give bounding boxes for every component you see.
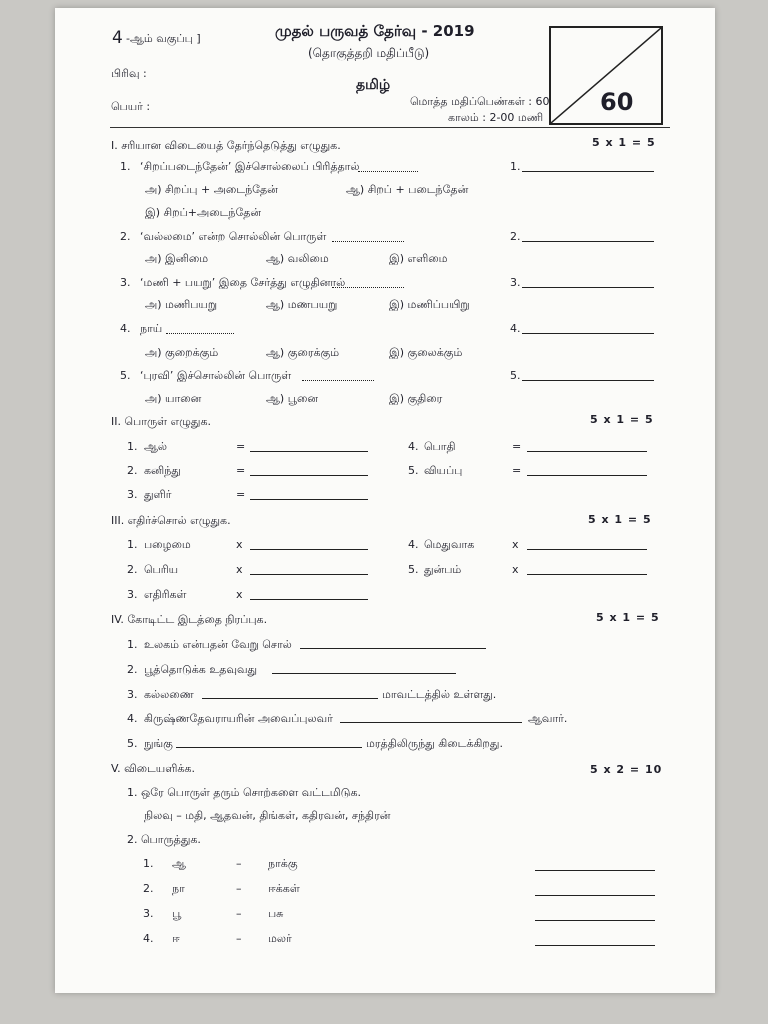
s3-q1-answer-line[interactable]: [250, 549, 368, 550]
s3-q2-number: 2.: [127, 563, 138, 576]
match-1-left: ஆ: [172, 857, 186, 870]
s2-q1-number: 1.: [127, 440, 138, 453]
s1-q5-option-c: இ) குதிரை: [389, 392, 443, 405]
s5-q1-text: 1. ஒரே பொருள் தரும் சொற்களை வட்டமிடுக.: [127, 786, 361, 799]
s3-q5-number: 5.: [408, 563, 419, 576]
subject-title: தமிழ்: [356, 77, 391, 93]
s1-q2-answer-line[interactable]: [522, 241, 654, 242]
s1-q4-ans-num: 4.: [510, 322, 521, 335]
s1-q3-ans-num: 3.: [510, 276, 521, 289]
s2-q5-number: 5.: [408, 464, 419, 477]
score-total: 60: [600, 88, 634, 116]
s1-q4-blank: [166, 333, 234, 334]
s4-q4-number: 4.: [127, 712, 138, 725]
s4-q5-answer-line[interactable]: [176, 747, 362, 748]
s1-q1-option-a: அ) சிறப்பு + அடைந்தேன்: [145, 183, 278, 196]
s4-q3-answer-line[interactable]: [202, 698, 378, 699]
s1-q3-number: 3.: [120, 276, 131, 289]
match-2-dash: –: [236, 882, 242, 895]
s4-q5-text: நுங்கு: [144, 737, 173, 750]
s1-q2-option-a: அ) இனிமை: [145, 252, 209, 265]
exam-subtitle: (தொகுத்தறி மதிப்பீடு): [308, 46, 430, 60]
s1-q2-option-b: ஆ) வலிமை: [266, 252, 329, 265]
s4-q2-text: பூத்தொடுக்க உதவுவது: [144, 663, 258, 676]
s3-q5-word: துன்பம்: [424, 563, 462, 576]
s2-q2-sign: =: [236, 464, 246, 477]
match-4-answer-line[interactable]: [535, 945, 655, 946]
s4-q2-answer-line[interactable]: [272, 673, 456, 674]
score-box: [549, 26, 663, 125]
s1-q5-option-b: ஆ) பூனை: [266, 392, 319, 405]
s1-q2-option-c: இ) எளிமை: [389, 252, 448, 265]
s4-q1-number: 1.: [127, 638, 138, 651]
s3-q4-word: மெதுவாக: [424, 538, 475, 551]
s1-q3-text: ‘மணி + பயறு’ இதை சேர்த்து எழுதினால்: [140, 276, 346, 289]
match-3-number: 3.: [143, 907, 154, 920]
s4-q1-text: உலகம் என்பதன் வேறு சொல்: [144, 638, 292, 651]
s2-q5-word: வியப்பு: [424, 464, 463, 477]
s3-q3-answer-line[interactable]: [250, 599, 368, 600]
s1-q4-option-c: இ) குலைக்கும்: [389, 346, 463, 359]
match-4-dash: –: [236, 932, 242, 945]
match-4-right: மலர்: [268, 932, 292, 945]
s3-q3-sign: x: [236, 588, 243, 601]
s1-q1-text: ‘சிறப்படைந்தேன்’ இச்சொல்லைப் பிரித்தால்: [140, 160, 360, 173]
s4-q4-text: கிருஷ்ணதேவராயரின் அவைப்புலவர்: [144, 712, 333, 725]
section-1-marks: 5 x 1 = 5: [592, 136, 656, 149]
s2-q3-sign: =: [236, 488, 246, 501]
s1-q4-answer-line[interactable]: [522, 333, 654, 334]
section-3-title: III. எதிர்ச்சொல் எழுதுக.: [111, 514, 231, 527]
s3-q4-answer-line[interactable]: [527, 549, 647, 550]
s3-q2-word: பெரிய: [144, 563, 179, 576]
s1-q5-blank: [302, 380, 374, 381]
s1-q1-number: 1.: [120, 160, 131, 173]
s3-q3-word: எதிரிகள்: [144, 588, 187, 601]
s1-q3-option-a: அ) மணிபயறு: [145, 298, 218, 311]
s2-q4-answer-line[interactable]: [527, 451, 647, 452]
s2-q4-number: 4.: [408, 440, 419, 453]
match-2-number: 2.: [143, 882, 154, 895]
class-number: 4: [112, 28, 123, 48]
s4-q2-number: 2.: [127, 663, 138, 676]
section-1-title: I. சரியான விடையைத் தேர்ந்தெடுத்து எழுதுக.: [111, 139, 341, 152]
section-4-title: IV. கோடிட்ட இடத்தை நிரப்புக.: [111, 613, 268, 626]
division-label: பிரிவு :: [111, 67, 147, 80]
s1-q1-option-c: இ) சிறப்+அடைந்தேன்: [145, 206, 262, 219]
section-4-marks: 5 x 1 = 5: [596, 611, 660, 624]
match-1-dash: –: [236, 857, 242, 870]
s3-q5-answer-line[interactable]: [527, 574, 647, 575]
s1-q4-option-b: ஆ) குரைக்கும்: [266, 346, 340, 359]
header-divider: [110, 127, 670, 128]
s1-q3-option-b: ஆ) மணபயறு: [266, 298, 338, 311]
s2-q1-sign: =: [236, 440, 246, 453]
s1-q5-text: ‘புரவி’ இச்சொல்லின் பொருள்: [140, 369, 292, 382]
s1-q5-answer-line[interactable]: [522, 380, 654, 381]
s3-q3-number: 3.: [127, 588, 138, 601]
s1-q1-blank: [358, 171, 418, 172]
section-5-marks: 5 x 2 = 10: [590, 763, 663, 776]
s2-q2-number: 2.: [127, 464, 138, 477]
s3-q2-answer-line[interactable]: [250, 574, 368, 575]
s1-q5-option-a: அ) யானை: [145, 392, 202, 405]
s2-q5-sign: =: [512, 464, 522, 477]
match-2-answer-line[interactable]: [535, 895, 655, 896]
s4-q5-number: 5.: [127, 737, 138, 750]
s1-q3-blank: [332, 287, 404, 288]
s2-q5-answer-line[interactable]: [527, 475, 647, 476]
s4-q1-answer-line[interactable]: [300, 648, 486, 649]
match-1-number: 1.: [143, 857, 154, 870]
s4-q3-suffix: மாவட்டத்தில் உள்ளது.: [382, 688, 497, 701]
name-label: பெயர் :: [111, 100, 151, 113]
s4-q4-suffix: ஆவார்.: [528, 712, 568, 725]
s2-q3-number: 3.: [127, 488, 138, 501]
s5-q1-words: நிலவு – மதி, ஆதவன், திங்கள், கதிரவன், சந்திரன்: [144, 809, 391, 822]
s4-q4-answer-line[interactable]: [340, 722, 522, 723]
match-1-right: நாக்கு: [268, 857, 298, 870]
s1-q2-ans-num: 2.: [510, 230, 521, 243]
match-3-dash: –: [236, 907, 242, 920]
s1-q2-text: ‘வல்லமை’ என்ற சொல்லின் பொருள்: [140, 230, 327, 243]
s1-q2-number: 2.: [120, 230, 131, 243]
s4-q3-text: கல்லணை: [144, 688, 194, 701]
s2-q2-word: கனிந்து: [144, 464, 181, 477]
s3-q1-word: பழைமை: [144, 538, 191, 551]
s1-q3-option-c: இ) மணிப்பயிறு: [389, 298, 470, 311]
section-2-marks: 5 x 1 = 5: [590, 413, 654, 426]
s2-q4-word: பொதி: [424, 440, 456, 453]
match-4-left: ஈ: [172, 932, 180, 945]
s1-q4-number: 4.: [120, 322, 131, 335]
s1-q1-ans-num: 1.: [510, 160, 521, 173]
s1-q4-text: நாய்: [140, 322, 163, 335]
s4-q5-suffix: மரத்திலிருந்து கிடைக்கிறது.: [366, 737, 503, 750]
section-2-title: II. பொருள் எழுதுக.: [111, 415, 211, 428]
s3-q1-number: 1.: [127, 538, 138, 551]
s5-q2-text: 2. பொருத்துக.: [127, 833, 201, 846]
s3-q4-number: 4.: [408, 538, 419, 551]
s1-q1-answer-line[interactable]: [522, 171, 654, 172]
s2-q3-answer-line[interactable]: [250, 499, 368, 500]
exam-time: காலம் : 2-00 மணி: [448, 111, 544, 124]
s4-q3-number: 3.: [127, 688, 138, 701]
s1-q5-ans-num: 5.: [510, 369, 521, 382]
s1-q5-number: 5.: [120, 369, 131, 382]
match-4-number: 4.: [143, 932, 154, 945]
s3-q2-sign: x: [236, 563, 243, 576]
match-2-left: நா: [172, 882, 185, 895]
match-2-right: ஈக்கள்: [268, 882, 300, 895]
section-5-title: V. விடையளிக்க.: [111, 762, 195, 775]
s3-q1-sign: x: [236, 538, 243, 551]
match-3-answer-line[interactable]: [535, 920, 655, 921]
match-1-answer-line[interactable]: [535, 870, 655, 871]
s2-q1-word: ஆல்: [144, 440, 168, 453]
total-marks: மொத்த மதிப்பெண்கள் : 60: [410, 95, 550, 108]
match-3-right: பசு: [268, 907, 284, 920]
s2-q2-answer-line[interactable]: [250, 475, 368, 476]
s3-q4-sign: x: [512, 538, 519, 551]
s2-q4-sign: =: [512, 440, 522, 453]
class-label: -ஆம் வகுப்பு ]: [126, 32, 201, 45]
s3-q5-sign: x: [512, 563, 519, 576]
s2-q1-answer-line[interactable]: [250, 451, 368, 452]
s1-q3-answer-line[interactable]: [522, 287, 654, 288]
exam-title: முதல் பருவத் தேர்வு - 2019: [275, 22, 475, 40]
section-3-marks: 5 x 1 = 5: [588, 513, 652, 526]
s1-q2-blank: [332, 241, 404, 242]
s2-q3-word: துளிர்: [144, 488, 172, 501]
s1-q4-option-a: அ) குறைக்கும்: [145, 346, 219, 359]
s1-q1-option-b: ஆ) சிறப் + படைந்தேன்: [346, 183, 469, 196]
match-3-left: பூ: [172, 907, 182, 920]
